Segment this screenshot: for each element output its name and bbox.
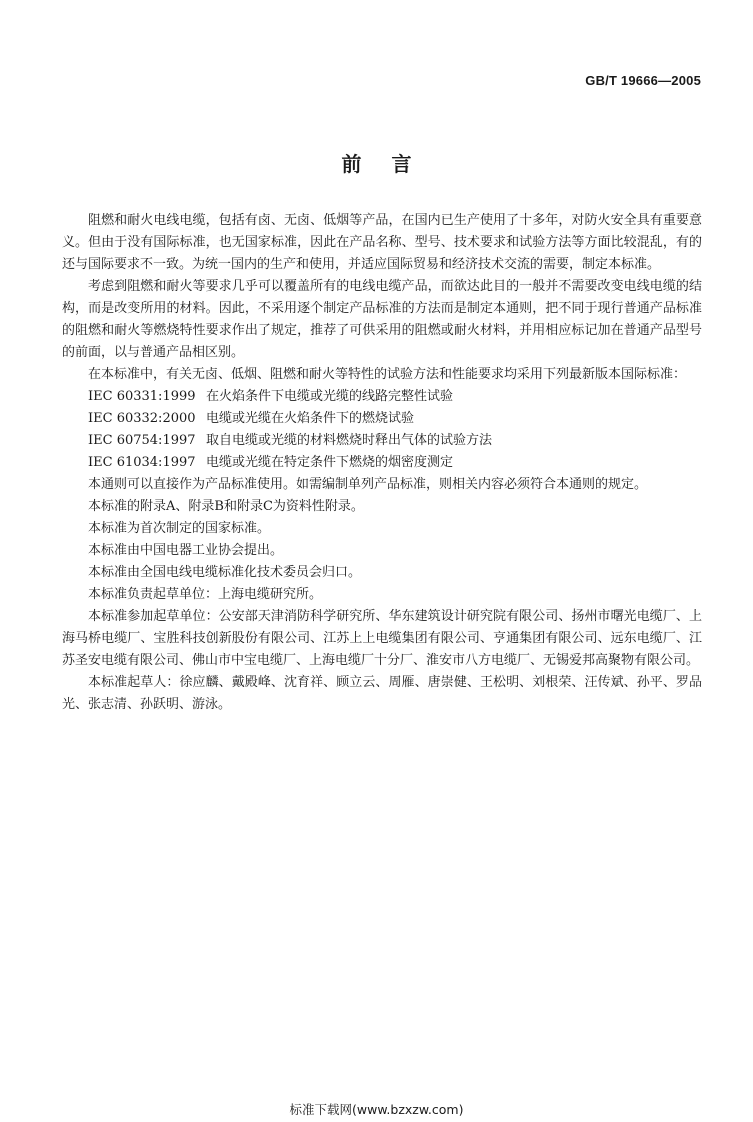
reference-code: IEC 61034:1997	[88, 455, 196, 470]
page-title: 前言	[341, 152, 442, 176]
reference-item	[62, 408, 702, 430]
statement-annexes: 本标准的附录A、附录B和附录C为资料性附录。	[88, 499, 364, 514]
reference-title: 取自电缆或光缆的材料燃烧时释出气体的试验方法	[206, 433, 493, 448]
statement-lead-drafter: 本标准负责起草单位：上海电缆研究所。	[88, 587, 323, 602]
statement-first-edition: 本标准为首次制定的国家标准。	[88, 521, 271, 536]
paragraph-background: 阻燃和耐火电线电缆，包括有卤、无卤、低烟等产品，在国内已生产使用了十多年，对防火安全具有重要意义。但由于没有国际标准，也无国家标准，因此在产品名称、型号、技术要求和试验方法等方面比较混乱，有的还与国际要求不一致。为统一国内的生产和使用，并适应国际贸易和经济技术交流的需要，制定本标准。	[62, 213, 702, 272]
reference-title: 电缆或光缆在特定条件下燃烧的烟密度测定	[206, 455, 454, 470]
statement-committee: 本标准由全国电线电缆标准化技术委员会归口。	[88, 565, 362, 580]
footer-source: 标准下载网(www.bzxzw.com)	[289, 1102, 464, 1117]
paragraph-references-intro: 在本标准中，有关无卤、低烟、阻燃和耐火等特性的试验方法和性能要求均采用下列最新版本国际标准：	[88, 367, 687, 382]
reference-code: IEC 60332:2000	[88, 411, 196, 426]
reference-code: IEC 60331:1999	[88, 389, 196, 404]
reference-title: 在火焰条件下电缆或光缆的线路完整性试验	[206, 389, 454, 404]
statement-usage: 本通则可以直接作为产品标准使用。如需编制单列产品标准，则相关内容必须符合本通则的规定。	[88, 477, 648, 492]
reference-item	[62, 452, 702, 474]
statement-proposer: 本标准由中国电器工业协会提出。	[88, 543, 284, 558]
reference-title: 电缆或光缆在火焰条件下的燃烧试验	[206, 411, 415, 426]
document-body	[62, 210, 702, 716]
reference-code: IEC 60754:1997	[88, 433, 196, 448]
statement-drafters: 本标准起草人：徐应麟、戴殿峰、沈育祥、顾立云、周雁、唐崇健、王松明、刘根荣、汪传斌、孙平、罗品光、张志清、孙跃明、游泳。	[62, 675, 702, 712]
reference-item	[62, 386, 702, 408]
standard-number: GB/T 19666—2005	[585, 73, 701, 88]
statement-participants: 本标准参加起草单位：公安部天津消防科学研究所、华东建筑设计研究院有限公司、扬州市曙光电缆厂、上海马桥电缆厂、宝胜科技创新股份有限公司、江苏上上电缆集团有限公司、亨通集团有限公司、远东电缆厂、江苏圣安电缆有限公司、佛山市中宝电缆厂、上海电缆厂十分厂、淮安市八方电缆厂、无锡爱邦高聚物有限公司。	[62, 609, 702, 668]
paragraph-rationale: 考虑到阻燃和耐火等要求几乎可以覆盖所有的电线电缆产品，而欲达此目的一般并不需要改变电线电缆的结构，而是改变所用的材料。因此，不采用逐个制定产品标准的方法而是制定本通则，把不同于现行普通产品标准的阻燃和耐火等燃烧特性要求作出了规定，推荐了可供采用的阻燃或耐火材料，并用相应标记加在普通产品型号的前面，以与普通产品相区别。	[62, 279, 702, 360]
reference-item	[62, 430, 702, 452]
